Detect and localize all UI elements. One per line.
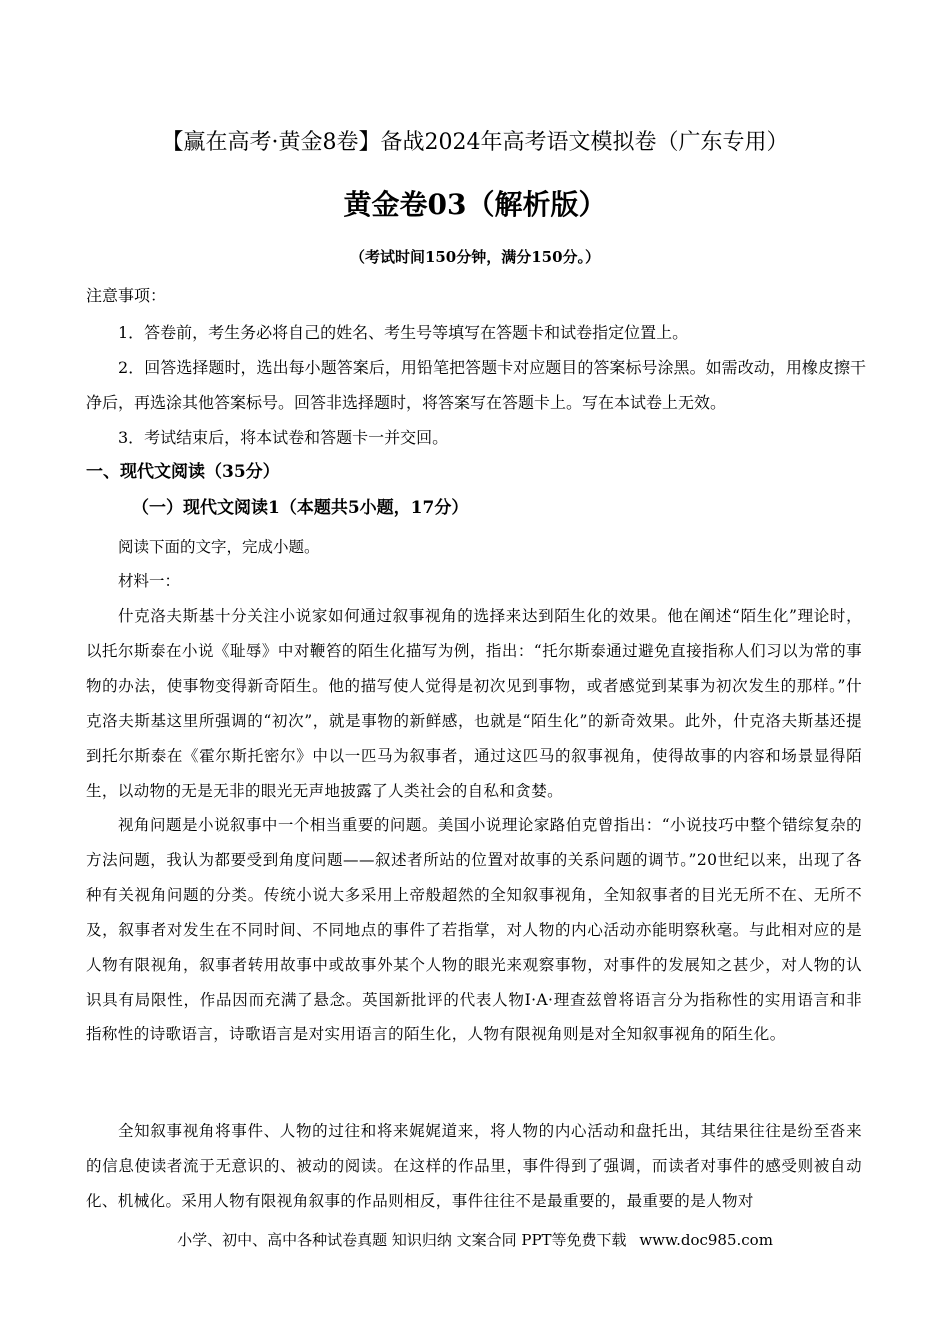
material-label: 材料一：: [118, 572, 181, 590]
body-paragraph: 全知叙事视角将事件、人物的过往和将来娓娓道来，将人物的内心活动和盘托出，其结果往往是纷至沓来的信息使读者流于无意识的、被动的阅读。在这样的作品里，事件得到了强调，而读者对事件的感受则被自动化、机械化。采用人物有限视角叙事的作品则相反，事件往往不是最重要的，最重要的是人物对: [86, 1122, 862, 1210]
exam-info: （考试时间150分钟，满分150分。）: [349, 248, 601, 266]
note-item: 3．考试结束后，将本试卷和答题卡一并交回。: [118, 428, 449, 447]
note-item: 1．答卷前，考生务必将自己的姓名、考生号等填写在答题卡和试卷指定位置上。: [118, 323, 689, 342]
reading-instruction: 阅读下面的文字，完成小题。: [118, 538, 320, 556]
notes-heading: 注意事项：: [86, 286, 167, 305]
footer-link[interactable]: www.doc985.com: [639, 1231, 773, 1249]
note-item: 2．回答选择题时，选出每小题答案后，用铅笔把答题卡对应题目的答案标号涂黑。如需改动，用橡皮擦干净后，再选涂其他答案标号。回答非选择题时，将答案写在答题卡上。写在本试卷上无效。: [86, 358, 866, 412]
document-subtitle: 黄金卷03（解析版）: [343, 188, 607, 221]
footer-text: 小学、初中、高中各种试卷真题 知识归纳 文案合同 PPT等免费下载: [177, 1231, 627, 1249]
section-title: 一、现代文阅读（35分）: [86, 462, 280, 482]
body-paragraph: 视角问题是小说叙事中一个相当重要的问题。美国小说理论家路伯克曾指出：“小说技巧中整个错综复杂的方法问题，我认为都要受到角度问题——叙述者所站的位置对故事的关系问题的调节。”20世纪以来，出现了各种有关视角问题的分类。传统小说大多采用上帝般超然的全知叙事视角，全知叙事者的目光无所不在、无所不及，叙事者对发生在不同时间、不同地点的事件了若指掌，对人物的内心活动亦能明察秋毫。与此相对应的是人物有限视角，叙事者转用故事中或故事外某个人物的眼光来观察事物，对事件的发展知之甚少，对人物的认识具有局限性，作品因而充满了悬念。英国新批评的代表人物I·A·理查兹曾将语言分为指称性的实用语言和非指称性的诗歌语言，诗歌语言是对实用语言的陌生化，人物有限视角则是对全知叙事视角的陌生化。: [86, 816, 862, 1044]
subsection-title: （一）现代文阅读1（本题共5小题，17分）: [132, 498, 469, 518]
document-title: 【赢在高考·黄金8卷】备战2024年高考语文模拟卷（广东专用）: [161, 130, 789, 155]
page-footer: [0, 1228, 950, 1252]
body-paragraph: 什克洛夫斯基十分关注小说家如何通过叙事视角的选择来达到陌生化的效果。他在阐述“陌生化”理论时，以托尔斯泰在小说《耻辱》中对鞭笞的陌生化描写为例，指出：“托尔斯泰通过避免直接指称人们习以为常的事物的办法，使事物变得新奇陌生。他的描写使人觉得是初次见到事物，或者感觉到某事为初次发生的那样。”什克洛夫斯基这里所强调的“初次”，就是事物的新鲜感，也就是“陌生化”的新奇效果。此外，什克洛夫斯基还提到托尔斯泰在《霍尔斯托密尔》中以一匹马为叙事者，通过这匹马的叙事视角，使得故事的内容和场景显得陌生，以动物的无是无非的眼光无声地披露了人类社会的自私和贪婪。: [86, 607, 862, 800]
